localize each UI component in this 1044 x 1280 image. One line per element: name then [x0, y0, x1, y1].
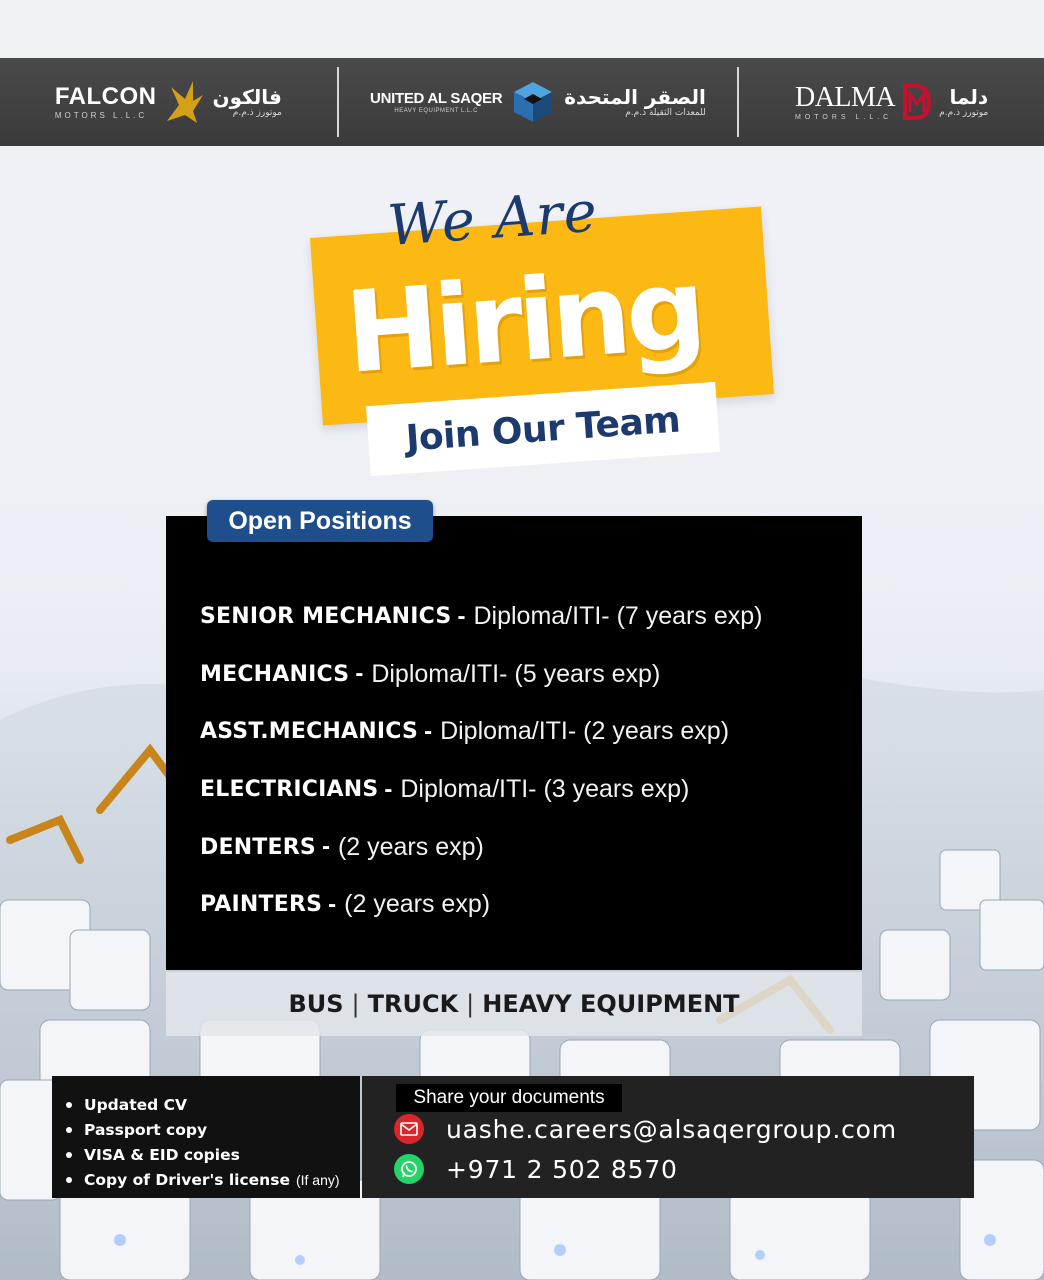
position-item: [200, 761, 840, 819]
united-alsaqer-sub-ar: للمعدات الثقيلة ذ.م.م: [625, 108, 706, 118]
positions-list: [200, 588, 840, 934]
category-separator: |: [351, 990, 360, 1018]
category-heavy-equipment: HEAVY EQUIPMENT: [482, 990, 740, 1018]
documents-list: [64, 1092, 360, 1192]
united-alsaqer-sub-en: HEAVY EQUIPMENT L.L.C: [394, 107, 478, 114]
position-item: [200, 646, 840, 704]
document-label: VISA & EID copies: [84, 1145, 240, 1164]
equipment-categories-bar: [166, 972, 862, 1036]
dalma-name-ar: دلما: [949, 85, 989, 109]
position-requirement: Diploma/ITI- (2 years exp): [440, 717, 730, 746]
we-are-heading: We Are: [385, 179, 600, 260]
share-documents-label: Share your documents: [396, 1084, 622, 1112]
position-item: [200, 703, 840, 761]
hiring-heading: Hiring: [341, 244, 706, 399]
bullet-icon: [66, 1102, 72, 1108]
position-requirement: Diploma/ITI- (5 years exp): [371, 659, 661, 688]
category-bus: BUS: [288, 990, 344, 1018]
position-separator: -: [321, 833, 330, 861]
united-alsaqer-name-en: UNITED AL SAQER: [370, 89, 503, 107]
document-item: [64, 1142, 360, 1167]
phone-row[interactable]: [394, 1154, 678, 1184]
position-title: DENTERS: [200, 834, 316, 860]
dalma-name-en: DALMA: [794, 81, 896, 113]
falcon-name-en: FALCON: [54, 82, 157, 110]
whatsapp-icon: [394, 1154, 424, 1184]
document-item: [64, 1167, 360, 1192]
dalma-sub-en: MOTORS L.L.C: [794, 113, 893, 121]
position-item: [200, 876, 840, 934]
position-title: SENIOR MECHANICS: [200, 604, 452, 630]
position-requirement: (2 years exp): [344, 890, 491, 919]
position-title: PAINTERS: [200, 892, 323, 918]
position-title: ELECTRICIANS: [200, 777, 379, 803]
falcon-name-ar: فالكون: [212, 85, 282, 109]
email-link[interactable]: uashe.careers@alsaqergroup.com: [446, 1114, 897, 1144]
falcon-sub-en: MOTORS L.L.C: [54, 110, 148, 120]
position-item: [200, 818, 840, 876]
position-item: [200, 588, 840, 646]
required-documents-box: [52, 1076, 360, 1198]
email-row[interactable]: [394, 1114, 897, 1144]
phone-number[interactable]: +971 2 502 8570: [446, 1154, 678, 1184]
position-separator: -: [424, 717, 433, 745]
bullet-icon: [66, 1152, 72, 1158]
position-requirement: Diploma/ITI- (3 years exp): [400, 775, 690, 804]
category-separator: |: [466, 990, 475, 1018]
position-requirement: (2 years exp): [337, 832, 484, 861]
document-label: Copy of Driver's license: [84, 1170, 290, 1189]
position-separator: -: [457, 602, 466, 630]
united-alsaqer-name-ar: الصقر المتحدة: [564, 85, 706, 109]
position-title: MECHANICS: [200, 661, 350, 687]
position-separator: -: [328, 890, 337, 918]
document-item: [64, 1092, 360, 1117]
position-requirement: Diploma/ITI- (7 years exp): [473, 602, 763, 631]
category-truck: TRUCK: [367, 990, 459, 1018]
cube-emblem-icon: [512, 80, 554, 124]
falcon-sub-ar: موتورز ذ.م.م: [232, 108, 282, 118]
position-separator: -: [355, 660, 364, 688]
falcon-motors-logo: [0, 58, 337, 146]
dalma-emblem-icon: [901, 82, 933, 122]
bullet-icon: [66, 1127, 72, 1133]
united-alsaqer-logo: [339, 58, 737, 146]
falcon-bird-icon: [163, 77, 207, 127]
open-positions-tab: Open Positions: [207, 500, 433, 542]
document-label: Passport copy: [84, 1120, 208, 1139]
join-team-text: Join Our Team: [404, 398, 682, 460]
dalma-sub-ar: موتورز ذ.م.م: [939, 108, 989, 118]
position-separator: -: [384, 775, 393, 803]
bullet-icon: [66, 1177, 72, 1183]
dalma-motors-logo: [739, 58, 1044, 146]
document-item: [64, 1117, 360, 1142]
license-note: (If any): [295, 1171, 340, 1188]
mail-icon: [394, 1114, 424, 1144]
document-label: Updated CV: [84, 1095, 188, 1114]
position-title: ASST.MECHANICS: [200, 719, 419, 745]
logo-bar: [0, 58, 1044, 146]
